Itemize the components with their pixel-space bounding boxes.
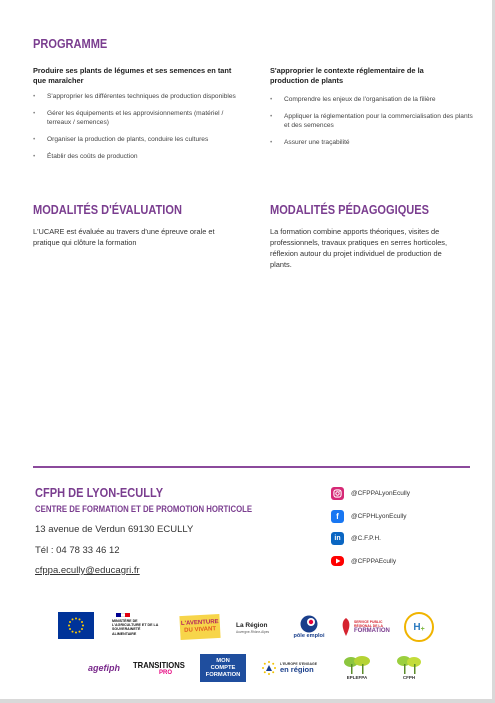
pedagogie-text: La formation combine apports théoriques, visites de professionnels, travaux pratiques en serres horticoles, réflexion autour du projet individuel de production de plants. <box>270 227 448 269</box>
contact-address: 13 avenue de Verdun 69130 ECULLY <box>35 524 194 535</box>
evaluation-title: MODALITÉS D'ÉVALUATION <box>33 202 182 217</box>
contact-email-link[interactable]: cfppa.ecully@educagri.fr <box>35 565 140 576</box>
programme-right-list <box>270 96 475 156</box>
eplefpa-logo: EPLEFPA <box>336 651 378 683</box>
programme-title: PROGRAMME <box>33 36 108 51</box>
pedagogie-title: MODALITÉS PÉDAGOGIQUES <box>270 202 430 217</box>
cfph-logo: CFPH <box>390 651 428 683</box>
programme-left-subtitle: Produire ses plants de légumes et ses semences en tant que maraîcher <box>33 66 232 85</box>
contact-title: CFPH DE LYON-ECULLY <box>35 485 164 500</box>
list-item: • S'approprier les différentes techniques de production disponibles <box>33 93 248 102</box>
list-item: • Gérer les équipements et les approvisionnements (matériel / terreaux / semences) <box>33 110 248 127</box>
ministere-logo: MINISTÈRE DE L'AGRICULTURE ET DE LA SOUVERAINETÉ ALIMENTAIRE <box>112 611 167 641</box>
social-label: @CFPPALyonEcully <box>351 489 410 497</box>
page-edge <box>0 699 495 703</box>
social-label: @C.F.P.H. <box>351 534 381 542</box>
social-linkedin[interactable] <box>331 531 381 545</box>
eu-stars-icon <box>261 660 277 676</box>
list-item: • Assurer une traçabilité <box>270 139 475 148</box>
social-instagram[interactable] <box>331 486 410 500</box>
social-facebook[interactable] <box>331 509 407 523</box>
programme-left-list <box>33 93 248 170</box>
service-public-formation-logo: SERVICE PUBLIC RÉGIONAL DE LA FORMATION <box>340 613 392 641</box>
handicap-logo: H + <box>404 612 434 642</box>
aventure-du-vivant-logo: L'AVENTURE DU VIVANT <box>179 614 220 640</box>
region-logo: La Région Auvergne-Rhône-Alpes <box>236 622 270 634</box>
evaluation-text: L'UCARE est évaluée au travers d'une épreuve orale et pratique qui clôture la formation <box>33 227 215 247</box>
agefiph-logo: agefiph <box>87 663 120 673</box>
europe-en-region-logo: L'EUROPE S'ENGAGE en région <box>256 654 322 682</box>
mon-compte-formation-logo: MON COMPTE FORMATION <box>200 654 246 682</box>
facebook-icon: f <box>331 510 344 523</box>
tree-icon <box>396 655 422 675</box>
linkedin-icon: in <box>331 532 344 545</box>
social-label: @CFPPAEcully <box>351 557 397 565</box>
list-item: • Établir des coûts de production <box>33 153 248 162</box>
transitions-pro-logo: TRANSITIONS PRO <box>133 659 185 676</box>
section-divider <box>33 466 470 468</box>
tree-icon <box>342 655 372 675</box>
service-public-icon <box>340 617 352 637</box>
list-item: • Appliquer la réglementation pour la commercialisation des plants et des semences <box>270 113 475 130</box>
list-item: • Organiser la production de plants, conduire les cultures <box>33 136 248 145</box>
youtube-icon <box>331 556 344 566</box>
pole-emploi-logo: pôle emploi <box>290 610 328 643</box>
programme-right-subtitle: S'approprier le contexte réglementaire de la production de plants <box>270 66 424 85</box>
list-item: • Comprendre les enjeux de l'organisation de la filière <box>270 96 475 105</box>
pole-emploi-icon <box>300 615 318 633</box>
eu-flag-logo <box>58 612 94 639</box>
contact-phone: Tél : 04 78 33 46 12 <box>35 545 120 556</box>
contact-subtitle: CENTRE DE FORMATION ET DE PROMOTION HORTICOLE <box>35 504 253 515</box>
instagram-icon <box>331 487 344 500</box>
social-youtube[interactable] <box>331 554 396 568</box>
social-label: @CFPHLyonEcully <box>351 512 407 520</box>
